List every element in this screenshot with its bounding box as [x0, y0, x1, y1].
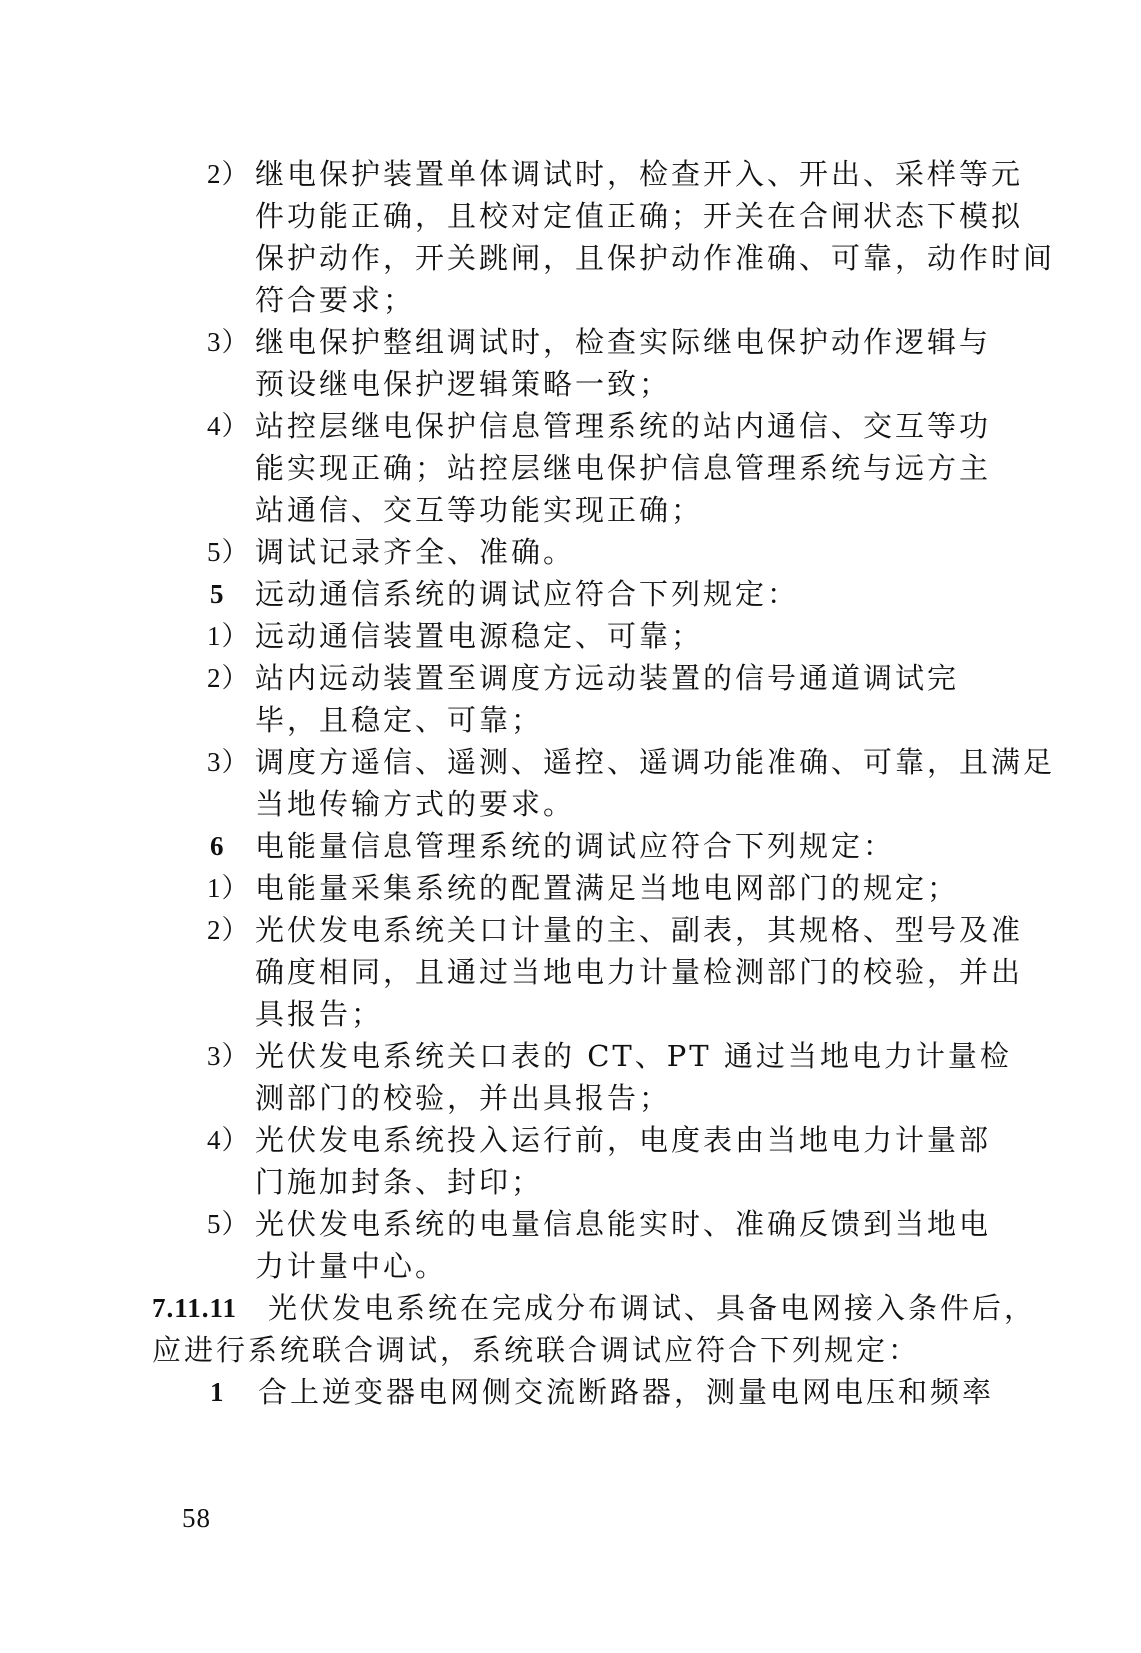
item-text-line: 站通信、交互等功能实现正确；	[255, 493, 704, 527]
item-text-line: 调试记录齐全、准确。	[255, 535, 576, 569]
item-marker: 5）	[207, 1209, 250, 1239]
item-text-line: 门施加封条、封印；	[255, 1165, 544, 1199]
section-marker: 1	[210, 1377, 225, 1407]
item-text-line: 能实现正确；站控层继电保护信息管理系统与远方主	[255, 451, 992, 485]
section-heading: 电能量信息管理系统的调试应符合下列规定：	[255, 829, 896, 863]
item-marker: 4）	[207, 411, 250, 441]
item-text-line: 光伏发电系统的电量信息能实时、准确反馈到当地电	[255, 1207, 992, 1241]
item-marker: 2）	[207, 663, 250, 693]
item-text-line: 件功能正确，且校对定值正确；开关在合闸状态下模拟	[255, 199, 1024, 233]
item-marker: 3）	[207, 327, 250, 357]
item-text-line: 保护动作，开关跳闸，且保护动作准确、可靠，动作时间	[255, 241, 1056, 275]
item-text-line: 毕，且稳定、可靠；	[255, 703, 544, 737]
item-marker: 4）	[207, 1125, 250, 1155]
item-marker: 3）	[207, 747, 250, 777]
item-marker: 1）	[207, 621, 250, 651]
item-text-line: 合上逆变器电网侧交流断路器，测量电网电压和频率	[258, 1375, 995, 1409]
item-text-line: 电能量采集系统的配置满足当地电网部门的规定；	[255, 871, 960, 905]
item-text-line: 力计量中心。	[255, 1249, 448, 1283]
section-heading: 远动通信系统的调试应符合下列规定：	[255, 577, 800, 611]
item-text-line: 确度相同，且通过当地电力计量检测部门的校验，并出	[255, 955, 1024, 989]
item-text-line: 预设继电保护逻辑策略一致；	[255, 367, 672, 401]
item-text-line: 继电保护整组调试时，检查实际继电保护动作逻辑与	[255, 325, 992, 359]
item-text-line: 调度方遥信、遥测、遥控、遥调功能准确、可靠，且满足	[255, 745, 1056, 779]
item-marker: 2）	[207, 915, 250, 945]
item-text-line: 远动通信装置电源稳定、可靠；	[255, 619, 704, 653]
section-marker: 5	[210, 579, 225, 609]
item-marker: 2）	[207, 159, 250, 189]
item-text-line: 符合要求；	[255, 283, 416, 317]
clause-text-line: 应进行系统联合调试，系统联合调试应符合下列规定：	[152, 1333, 921, 1367]
item-text-line: 站内远动装置至调度方远动装置的信号通道调试完	[255, 661, 960, 695]
item-marker: 1）	[207, 873, 250, 903]
page-number: 58	[182, 1503, 211, 1533]
item-text-line: 站控层继电保护信息管理系统的站内通信、交互等功	[255, 409, 992, 443]
item-text-line: 光伏发电系统关口计量的主、副表，其规格、型号及准	[255, 913, 1024, 947]
item-text-line: 测部门的校验，并出具报告；	[255, 1081, 672, 1115]
clause-text-line: 光伏发电系统在完成分布调试、具备电网接入条件后，	[268, 1291, 1037, 1325]
item-text-line: 当地传输方式的要求。	[255, 787, 576, 821]
section-marker: 6	[210, 831, 225, 861]
item-marker: 3）	[207, 1041, 250, 1071]
item-text-line: 光伏发电系统投入运行前，电度表由当地电力计量部	[255, 1123, 992, 1157]
item-text-line: 光伏发电系统关口表的 CT、PT 通过当地电力计量检	[255, 1039, 1012, 1073]
item-text-line: 具报告；	[255, 997, 384, 1031]
item-text-line: 继电保护装置单体调试时，检查开入、开出、采样等元	[255, 157, 1024, 191]
clause-number: 7.11.11	[152, 1293, 238, 1323]
item-marker: 5）	[207, 537, 250, 567]
